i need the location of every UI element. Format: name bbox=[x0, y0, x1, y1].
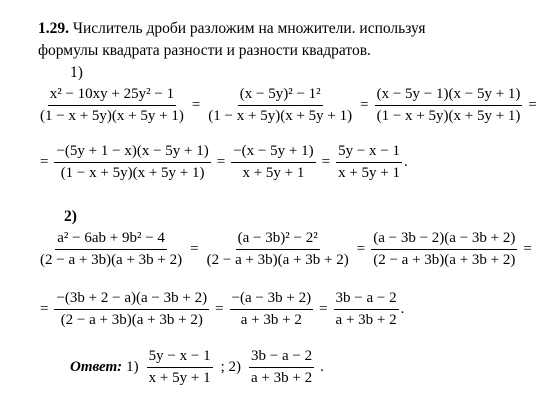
numerator: −(3b + 2 − a)(a − 3b + 2) bbox=[54, 290, 209, 310]
problem-number: 1.29. bbox=[38, 20, 69, 37]
numerator: 5y − x − 1 bbox=[336, 143, 402, 163]
part1-label: 1) bbox=[70, 64, 83, 81]
equals-sign: = bbox=[356, 241, 366, 257]
denominator: x + 5y + 1 bbox=[242, 165, 305, 181]
numerator: 3b − a − 2 bbox=[249, 348, 314, 368]
denominator: x + 5y + 1 bbox=[148, 370, 211, 386]
numerator: −(x − 5y + 1) bbox=[231, 143, 315, 163]
answer-fraction-1 bbox=[147, 348, 213, 387]
equals-sign: = bbox=[216, 154, 226, 170]
numerator: (a − 3b − 2)(a − 3b + 2) bbox=[371, 230, 517, 250]
numerator: −(5y + 1 − x)(x − 5y + 1) bbox=[54, 143, 210, 163]
problem-line-1 bbox=[38, 20, 426, 38]
numerator: (x − 5y)² − 1² bbox=[238, 86, 323, 106]
part1-row1 bbox=[36, 86, 541, 125]
denominator: x + 5y + 1 bbox=[338, 165, 400, 181]
fraction bbox=[205, 230, 351, 269]
answer-line bbox=[70, 348, 324, 387]
denominator: (1 − x + 5y)(x + 5y + 1) bbox=[40, 108, 184, 124]
equals-sign: = bbox=[190, 241, 199, 257]
equals-sign: = bbox=[215, 301, 224, 317]
numerator: a² − 6ab + 9b² − 4 bbox=[55, 230, 167, 250]
fraction bbox=[231, 143, 315, 182]
denominator: (2 − a + 3b)(a + 3b + 2) bbox=[60, 312, 203, 328]
numerator: (x − 5y − 1)(x − 5y + 1) bbox=[375, 86, 523, 106]
equals-sign: = bbox=[40, 301, 49, 317]
equals-sign: = bbox=[319, 301, 328, 317]
denominator: a + 3b + 2 bbox=[335, 312, 397, 328]
equals-sign: = bbox=[528, 97, 537, 113]
denominator: a + 3b + 2 bbox=[251, 370, 313, 386]
denominator: (2 − a + 3b)(a + 3b + 2) bbox=[373, 252, 516, 268]
fraction bbox=[334, 290, 399, 329]
part2-row1 bbox=[36, 230, 536, 269]
fraction bbox=[38, 86, 186, 125]
fraction bbox=[54, 290, 209, 329]
numerator: x² − 10xy + 25y² − 1 bbox=[48, 86, 176, 106]
part1-row2 bbox=[36, 143, 408, 182]
problem-text-2: формулы квадрата разности и разности квадратов. bbox=[38, 42, 371, 59]
fraction bbox=[371, 230, 517, 269]
numerator: 5y − x − 1 bbox=[147, 348, 213, 368]
problem-text-1: Числитель дроби разложим на множители. используя bbox=[72, 20, 426, 37]
equals-sign: = bbox=[40, 154, 49, 170]
fraction bbox=[336, 143, 402, 182]
part2-label: 2) bbox=[64, 208, 77, 225]
answer-separator: ; 2) bbox=[220, 359, 241, 375]
numerator: −(a − 3b + 2) bbox=[230, 290, 314, 310]
fraction bbox=[230, 290, 314, 329]
numerator: 3b − a − 2 bbox=[334, 290, 399, 310]
fraction bbox=[206, 86, 354, 125]
part2-row2 bbox=[36, 290, 404, 329]
denominator: (2 − a + 3b)(a + 3b + 2) bbox=[206, 252, 349, 268]
period: . bbox=[320, 359, 324, 375]
fraction bbox=[54, 143, 210, 182]
answer-fraction-2 bbox=[249, 348, 314, 387]
answer-part1-label: 1) bbox=[126, 359, 139, 375]
equals-sign: = bbox=[360, 97, 369, 113]
denominator: (1 − x + 5y)(x + 5y + 1) bbox=[208, 108, 353, 124]
period: . bbox=[403, 154, 408, 170]
denominator: (2 − a + 3b)(a + 3b + 2) bbox=[40, 252, 183, 268]
problem-line-2 bbox=[38, 42, 371, 60]
numerator: (a − 3b)² − 2² bbox=[236, 230, 320, 250]
equals-sign: = bbox=[523, 241, 532, 257]
fraction bbox=[375, 86, 523, 125]
fraction bbox=[38, 230, 184, 269]
denominator: a + 3b + 2 bbox=[240, 312, 302, 328]
denominator: (1 − x + 5y)(x + 5y + 1) bbox=[376, 108, 521, 124]
denominator: (1 − x + 5y)(x + 5y + 1) bbox=[60, 165, 205, 181]
answer-label: Ответ: bbox=[70, 359, 123, 375]
equals-sign: = bbox=[321, 154, 331, 170]
equals-sign: = bbox=[191, 97, 201, 113]
period: . bbox=[400, 301, 405, 317]
